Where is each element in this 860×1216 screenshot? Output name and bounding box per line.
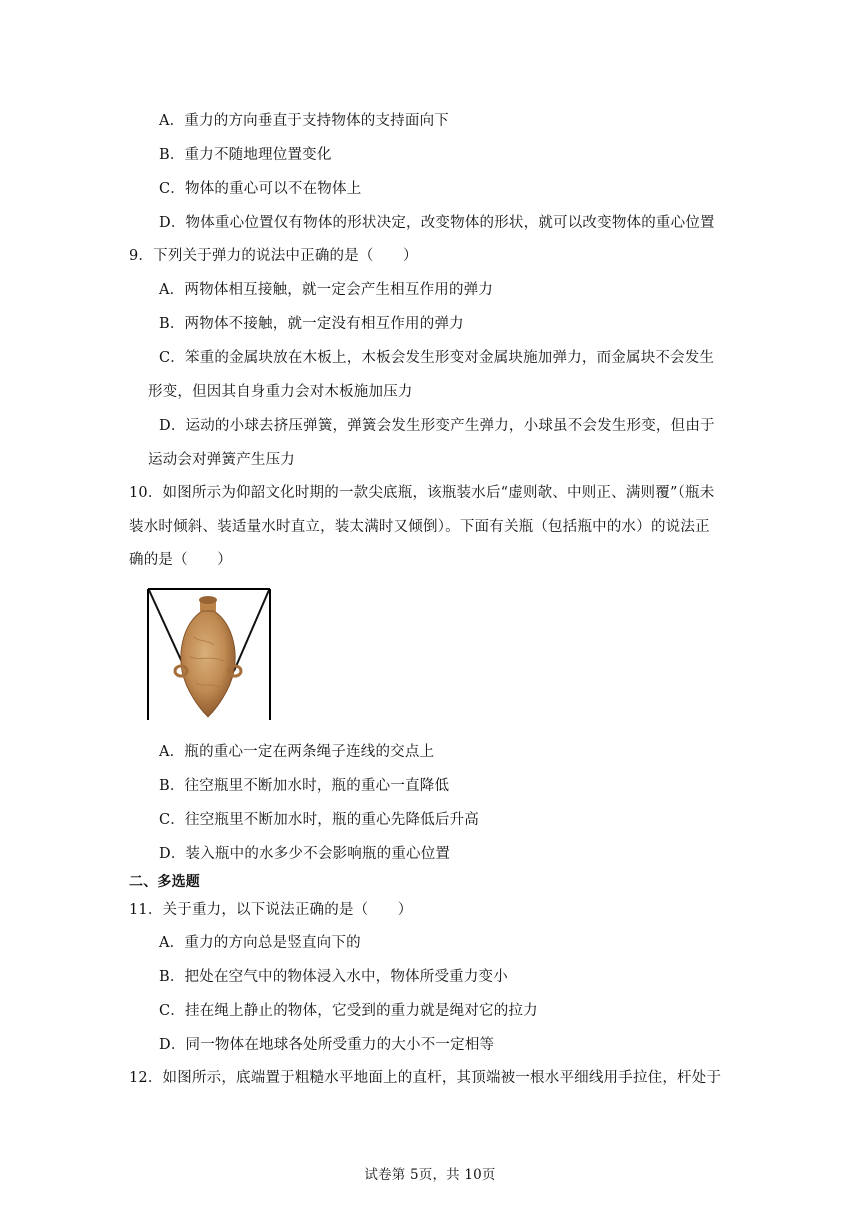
q11-option-d: D．同一物体在地球各处所受重力的大小不一定相等: [159, 1037, 495, 1053]
q10-option-b: B．往空瓶里不断加水时，瓶的重心一直降低: [159, 778, 450, 794]
page-footer: 试卷第 5页，共 10页: [364, 1167, 496, 1183]
section-heading-multiple-choice: 二、多选题: [129, 874, 200, 890]
q10-stem-line2: 装水时倾斜、装适量水时直立，装太满时又倾倒）。下面有关瓶（包括瓶中的水）的说法正: [129, 519, 710, 535]
q9-option-c: C．笨重的金属块放在木板上，木板会发生形变对金属块施加弹力，而金属块不会发生: [159, 350, 715, 366]
q10-option-c: C．往空瓶里不断加水时，瓶的重心先降低后升高: [159, 812, 479, 828]
q9-option-c-continued: 形变，但因其自身重力会对木板施加压力: [148, 384, 413, 400]
q8-option-a: A．重力的方向垂直于支持物体的支持面向下: [159, 113, 449, 129]
q11-option-a: A．重力的方向总是竖直向下的: [159, 935, 361, 951]
q10-stem-line1: 10．如图所示为仰韶文化时期的一款尖底瓶，该瓶装水后“虚则欹、中则正、满则覆”（瓶未: [129, 485, 715, 501]
amphora-figure: [144, 587, 274, 721]
q8-option-b: B．重力不随地理位置变化: [159, 147, 332, 163]
q10-stem-line3: 确的是（ ）: [129, 552, 232, 568]
q8-option-d: D．物体重心位置仅有物体的形状决定，改变物体的形状，就可以改变物体的重心位置: [159, 215, 715, 231]
q9-option-b: B．两物体不接触，就一定没有相互作用的弹力: [159, 316, 464, 332]
q11-stem: 11．关于重力，以下说法正确的是（ ）: [129, 902, 413, 918]
q9-option-d: D．运动的小球去挤压弹簧，弹簧会发生形变产生弹力，小球虽不会发生形变，但由于: [159, 418, 715, 434]
q10-option-d: D．装入瓶中的水多少不会影响瓶的重心位置: [159, 846, 451, 862]
q9-option-a: A．两物体相互接触，就一定会产生相互作用的弹力: [159, 282, 494, 298]
q10-option-a: A．瓶的重心一定在两条绳子连线的交点上: [159, 744, 435, 760]
q9-option-d-continued: 运动会对弹簧产生压力: [148, 452, 295, 468]
q9-stem: 9．下列关于弹力的说法中正确的是（ ）: [129, 248, 418, 264]
q11-option-b: B．把处在空气中的物体浸入水中，物体所受重力变小: [159, 969, 508, 985]
q12-stem-line1: 12．如图所示，底端置于粗糙水平地面上的直杆，其顶端被一根水平细线用手拉住，杆处于: [129, 1070, 722, 1086]
q11-option-c: C．挂在绳上静止的物体，它受到的重力就是绳对它的拉力: [159, 1003, 538, 1019]
q8-option-c: C．物体的重心可以不在物体上: [159, 181, 362, 197]
